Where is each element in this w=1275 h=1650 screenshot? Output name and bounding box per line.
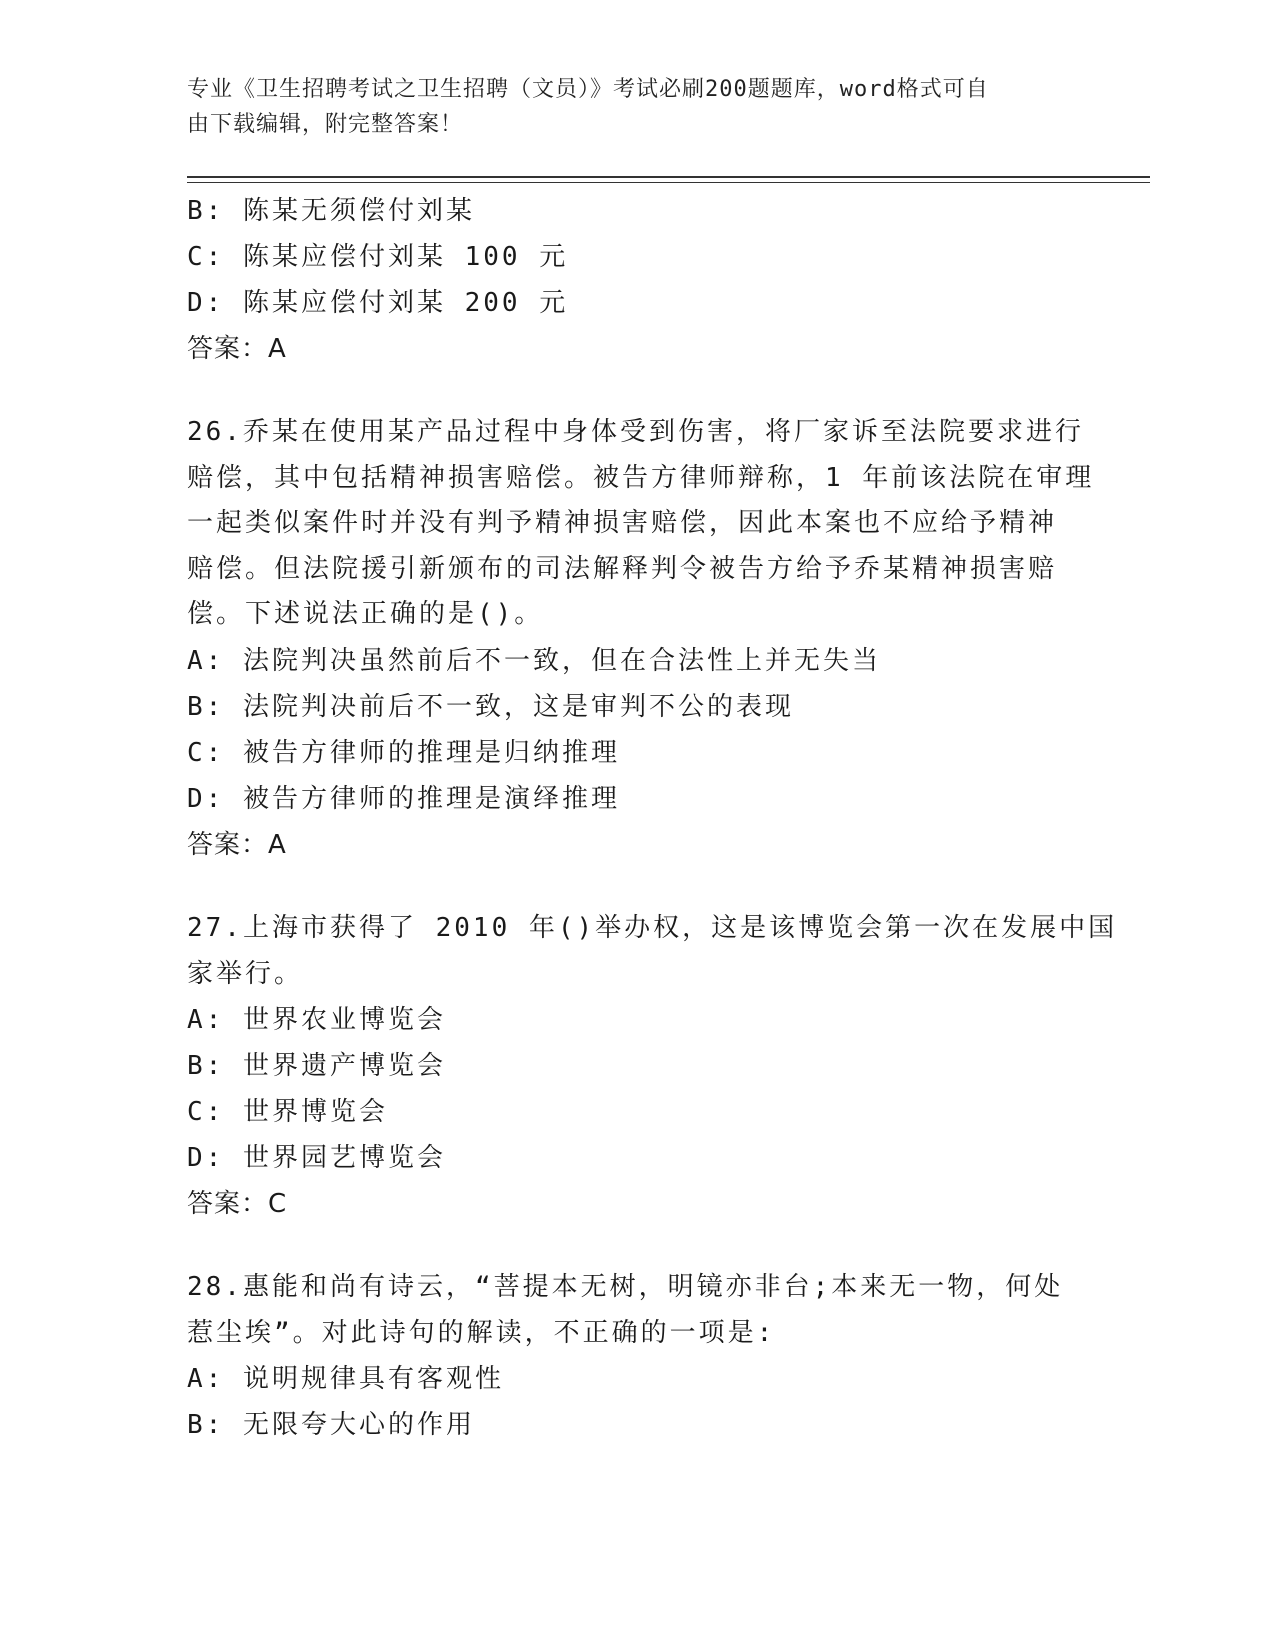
question-stem-line: 28.惠能和尚有诗云，“菩提本无树，明镜亦非台;本来无一物，何处 bbox=[187, 1272, 1064, 1303]
option-d: D: 世界园艺博览会 bbox=[187, 1143, 446, 1174]
question-25-tail bbox=[187, 188, 1087, 372]
question-stem-line: 惹尘埃”。对此诗句的解读，不正确的一项是: bbox=[187, 1317, 776, 1348]
spacer bbox=[187, 868, 1087, 906]
header-line-2: 由下载编辑，附完整答案！ bbox=[187, 112, 464, 137]
option-c: C: 世界博览会 bbox=[187, 1097, 388, 1128]
document-header bbox=[187, 72, 1067, 142]
option-a: A: 世界农业博览会 bbox=[187, 1005, 446, 1036]
option-b: B: 世界遗产博览会 bbox=[187, 1051, 446, 1082]
question-27 bbox=[187, 906, 1118, 1227]
option-c: C: 陈某应偿付刘某 100 元 bbox=[187, 242, 569, 272]
header-rule-thick bbox=[187, 176, 1150, 178]
question-stem-line: 赔偿，其中包括精神损害赔偿。被告方律师辩称，1 年前该法院在审理 bbox=[187, 462, 1095, 493]
option-b: B: 法院判决前后不一致，这是审判不公的表现 bbox=[187, 691, 794, 722]
option-b: B: 陈某无须偿付刘某 bbox=[187, 196, 475, 226]
option-c: C: 被告方律师的推理是归纳推理 bbox=[187, 737, 620, 768]
spacer bbox=[187, 1227, 1087, 1265]
option-d: D: 陈某应偿付刘某 200 元 bbox=[187, 288, 569, 318]
question-stem-line: 27.上海市获得了 2010 年()举办权，这是该博览会第一次在发展中国 bbox=[187, 912, 1118, 943]
option-b: B: 无限夸大心的作用 bbox=[187, 1410, 475, 1441]
header-rule-thin bbox=[187, 182, 1150, 183]
question-stem-line: 家举行。 bbox=[187, 958, 304, 989]
spacer bbox=[187, 372, 1087, 410]
question-28 bbox=[187, 1265, 1087, 1448]
answer-line: 答案：A bbox=[187, 829, 287, 860]
question-stem-line: 26.乔某在使用某产品过程中身体受到伤害，将厂家诉至法院要求进行 bbox=[187, 417, 1084, 447]
question-content bbox=[187, 188, 1118, 1448]
answer-line: 答案：A bbox=[187, 334, 287, 364]
answer-line: 答案：C bbox=[187, 1189, 288, 1220]
question-stem-line: 赔偿。但法院援引新颁布的司法解释判令被告方给予乔某精神损害赔 bbox=[187, 553, 1058, 584]
header-line-1: 专业《卫生招聘考试之卫生招聘（文员）》考试必刷200题题库，word格式可自 bbox=[187, 77, 989, 102]
option-a: A: 法院判决虽然前后不一致，但在合法性上并无失当 bbox=[187, 645, 881, 676]
question-26 bbox=[187, 410, 1095, 868]
option-d: D: 被告方律师的推理是演绎推理 bbox=[187, 783, 620, 814]
question-stem-line: 偿。下述说法正确的是()。 bbox=[187, 599, 544, 630]
question-stem-line: 一起类似案件时并没有判予精神损害赔偿，因此本案也不应给予精神 bbox=[187, 508, 1058, 539]
option-a: A: 说明规律具有客观性 bbox=[187, 1364, 504, 1395]
